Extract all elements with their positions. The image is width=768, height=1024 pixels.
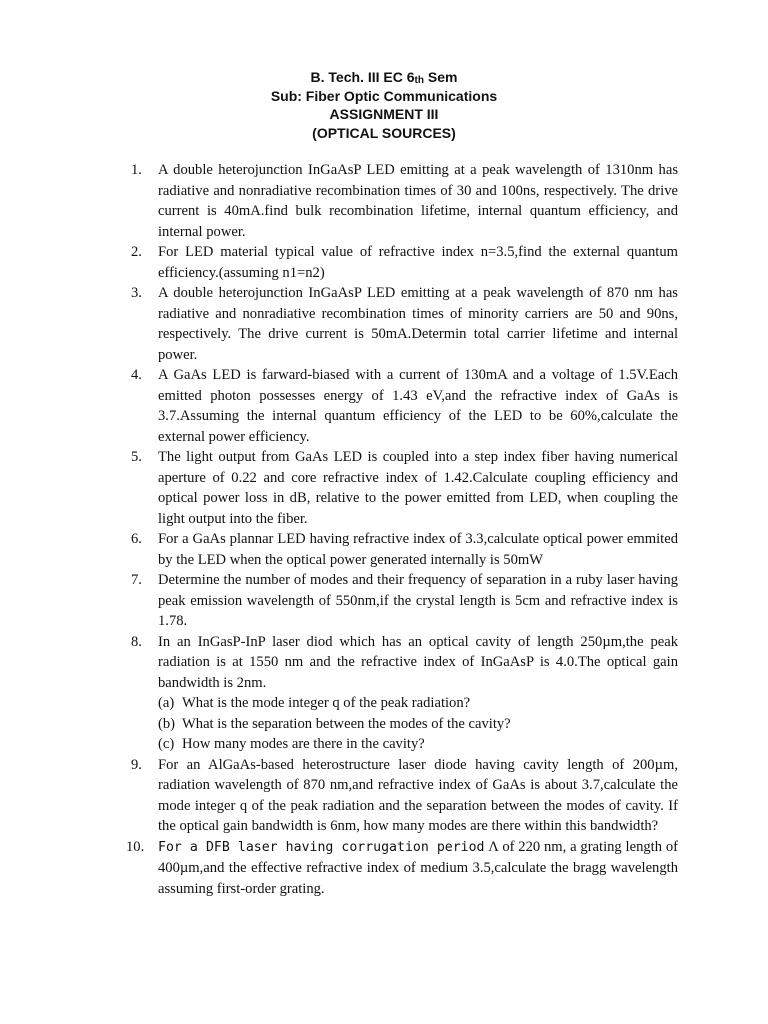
question-text: A double heterojunction InGaAsP LED emitting at a peak wavelength of 1310nm has radiative and nonradiative recombination times of 30 and 100ns, respectively. The drive current is 40mA.find bulk recombination lifetime, internal quantum efficiency, and internal power.	[158, 162, 678, 240]
sub-question-label: (b)	[158, 715, 176, 732]
question-text: The light output from GaAs LED is coupled into a step index fiber having numerical aperture of 0.22 and core refractive index of 1.42.Calculate coupling efficiency and optical power loss in dB, relative to the power emitted from LED, when coupling the light output into the fiber.	[158, 449, 678, 527]
question-8	[131, 632, 678, 755]
question-text-typewriter: For a DFB laser having corrugation period	[158, 839, 485, 855]
question-text: A double heterojunction InGaAsP LED emitting at a peak wavelength of 870 nm has radiative and nonradiative recombination times of minority carriers are 50 and 90ns, respectively. The drive current is 50mA.Determin total carrier lifetime and internal power.	[158, 285, 678, 363]
question-text: Λ of 220 nm, a grating length of 400µm,and the effective refractive index of medium 3.5,calculate the bragg wavelength assuming first-order grating.	[158, 838, 678, 897]
question-text: For a GaAs plannar LED having refractive index of 3.3,calculate optical power emmited by the LED when the optical power generated internally is 50mW	[158, 531, 678, 568]
sub-question-label: (a)	[158, 695, 175, 711]
question-3	[131, 283, 678, 365]
assignment-title: ASSIGNMENT III	[329, 106, 439, 122]
sub-question-label: (c)	[158, 736, 175, 752]
question-text: Determine the number of modes and their frequency of separation in a ruby laser having peak emission wavelength of 550nm,if the crystal length is 5cm and refractive index is 1.78.	[158, 572, 678, 629]
question-number: 4.	[131, 367, 142, 383]
question-number: 5.	[131, 449, 142, 465]
sub-question-text: What is the mode integer q of the peak radiation?	[182, 695, 471, 711]
question-number: 1.	[131, 162, 142, 178]
question-text: For LED material typical value of refractive index n=3.5,find the external quantum efficiency.(assuming n1=n2)	[158, 244, 678, 281]
question-6	[131, 529, 678, 570]
assignment-topic: (OPTICAL SOURCES)	[312, 124, 456, 141]
sub-question-list	[158, 693, 678, 755]
document-header	[0, 68, 768, 142]
question-1	[131, 160, 678, 242]
sub-question-b	[158, 714, 678, 735]
question-number: 9.	[131, 756, 142, 773]
question-7	[131, 570, 678, 632]
question-number: 3.	[131, 285, 142, 301]
question-text: For an AlGaAs-based heterostructure laser diode having cavity length of 200µm, radiation wavelength of 870 nm,and refractive index of GaAs is about 3.7,calculate the mode integer q of the peak radiation and the separation between the modes of cavity. If the optical gain bandwidth is 6nm, how many modes are there within this bandwidth?	[158, 756, 678, 834]
question-9	[131, 755, 678, 837]
question-number: 6.	[131, 531, 142, 547]
course-line: B. Tech. III EC $6_{th}$ Sem	[310, 69, 458, 86]
subject-line: Sub: Fiber Optic Communications	[270, 87, 498, 104]
question-number: 7.	[131, 572, 142, 588]
question-text: In an InGasP-InP laser diod which has an optical cavity of length 250µm,the peak radiation is at 1550 nm and the refractive index of InGaAsP is 4.0.The optical gain bandwidth is 2nm.	[158, 633, 678, 691]
question-4	[131, 365, 678, 447]
question-5	[131, 447, 678, 529]
sub-question-a	[158, 693, 678, 714]
question-10	[126, 837, 678, 900]
question-number: 10.	[126, 838, 145, 855]
sub-question-text: What is the separation between the modes of the cavity?	[182, 715, 511, 732]
question-number: 8.	[131, 633, 142, 650]
question-text: A GaAs LED is farward-biased with a current of 130mA and a voltage of 1.5V.Each emitted photon possesses energy of 1.43 eV,and the refractive index of GaAs is 3.7.Assuming the internal quantum efficiency of the LED to be 60%,calculate the external power efficiency.	[158, 367, 678, 445]
sub-question-c	[158, 734, 678, 755]
question-2	[131, 242, 678, 283]
question-number: 2.	[131, 244, 142, 260]
question-list	[126, 160, 678, 899]
sub-question-text: How many modes are there in the cavity?	[182, 736, 425, 752]
